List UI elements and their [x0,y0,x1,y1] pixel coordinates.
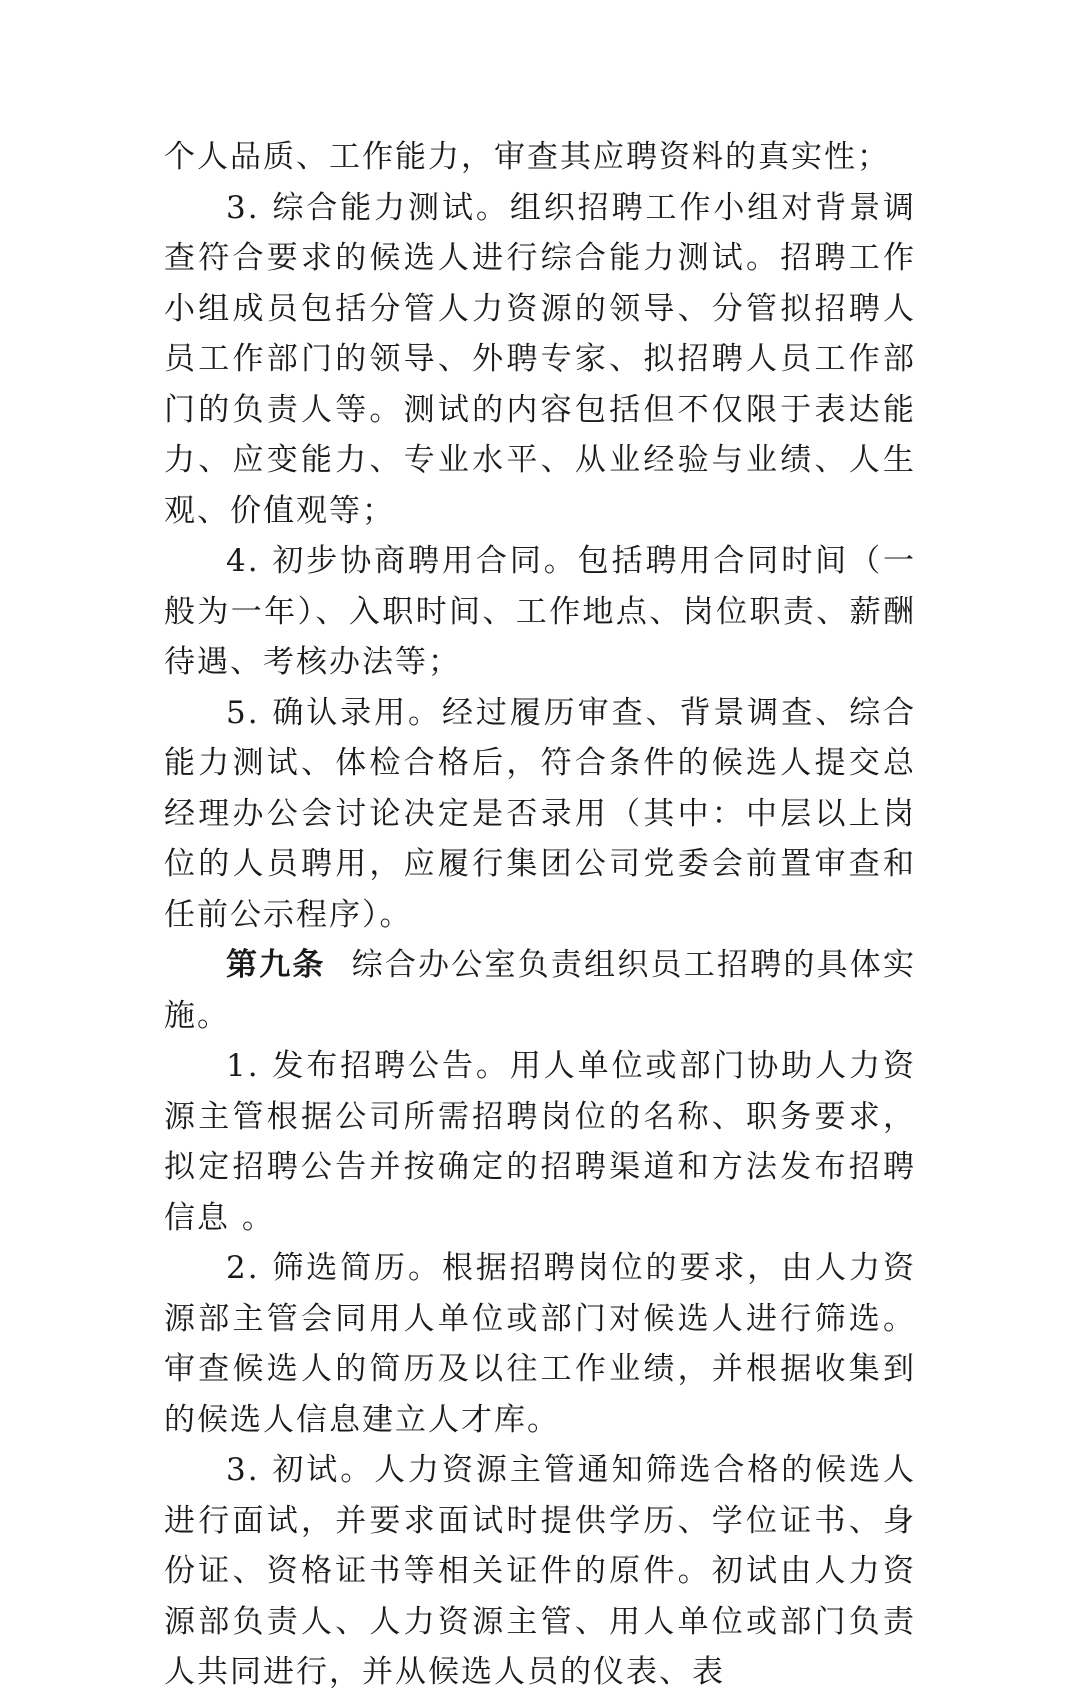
paragraph-article-9 [164,940,916,1041]
paragraph-continuation: 个人品质、工作能力，审查其应聘资料的真实性； [164,139,890,175]
paragraph-item-2-screen-resume: 2. 筛选简历。根据招聘岗位的要求，由人力资源部主管会同用人单位或部门对候选人进行筛选。审查候选人的简历及以往工作业绩，并根据收集到的候选人信息建立人才库。 [164,1250,916,1438]
paragraph-item-5-confirm-hire: 5. 确认录用。经过履历审查、背景调查、综合能力测试、体检合格后，符合条件的候选人提交总经理办公会讨论决定是否录用（其中：中层以上岗位的人员聘用，应履行集团公司党委会前置审查和任前公示程序）。 [164,694,916,933]
paragraph-item-1-publish-notice: 1. 发布招聘公告。用人单位或部门协助人力资源主管根据公司所需招聘岗位的名称、职务要求，拟定招聘公告并按确定的招聘渠道和方法发布招聘信息 。 [164,1048,916,1236]
paragraph-item-3-first-interview: 3. 初试。人力资源主管通知筛选合格的候选人进行面试，并要求面试时提供学历、学位证书、身份证、资格证书等相关证件的原件。初试由人力资源部负责人、人力资源主管、用人单位或部门负责人共同进行，并从候选人员的仪表、表 [164,1452,916,1690]
article-text: 综合办公室负责组织员工招聘的具体实施。 [164,947,917,1034]
paragraph-item-4-contract: 4. 初步协商聘用合同。包括聘用合同时间（一般为一年）、入职时间、工作地点、岗位职责、薪酬待遇、考核办法等； [164,543,916,680]
article-title: 第九条 [226,947,326,983]
paragraph-item-3-ability-test: 3. 综合能力测试。组织招聘工作小组对背景调查符合要求的候选人进行综合能力测试。招聘工作小组成员包括分管人力资源的领导、分管拟招聘人员工作部门的领导、外聘专家、拟招聘人员工作部门的负责人等。测试的内容包括但不仅限于表达能力、应变能力、专业水平、从业经验与业绩、人生观、价值观等； [164,189,916,529]
document-body [164,132,916,1698]
